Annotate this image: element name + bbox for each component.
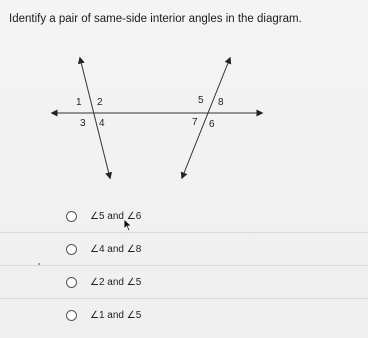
angle-label-6: 6 <box>209 119 215 130</box>
question-prompt: Identify a pair of same-side interior angles in the diagram. <box>9 13 302 25</box>
radio-button[interactable] <box>66 310 77 321</box>
option-label[interactable]: ∠5 and ∠6 <box>90 210 142 222</box>
right-transversal <box>182 58 230 178</box>
answer-options <box>0 200 368 331</box>
mouse-cursor-icon <box>123 218 133 232</box>
option-label[interactable]: ∠1 and ∠5 <box>90 309 142 321</box>
radio-button[interactable] <box>66 244 77 255</box>
option-row[interactable] <box>0 298 368 331</box>
angle-label-5: 5 <box>198 95 204 106</box>
option-row[interactable] <box>0 200 368 232</box>
radio-button[interactable] <box>66 211 77 222</box>
angle-label-1: 1 <box>76 97 82 108</box>
angle-label-2: 2 <box>97 97 103 108</box>
angle-label-3: 3 <box>80 118 86 129</box>
transversal-diagram <box>0 50 368 190</box>
angle-label-8: 8 <box>218 97 224 108</box>
option-label[interactable]: ∠2 and ∠5 <box>90 276 142 288</box>
option-label[interactable]: ∠4 and ∠8 <box>90 243 142 255</box>
radio-button[interactable] <box>66 277 77 288</box>
stray-mark <box>38 263 40 265</box>
angle-label-7: 7 <box>192 117 198 128</box>
angle-label-4: 4 <box>99 118 105 129</box>
option-row[interactable] <box>0 232 368 265</box>
option-row[interactable] <box>0 265 368 298</box>
